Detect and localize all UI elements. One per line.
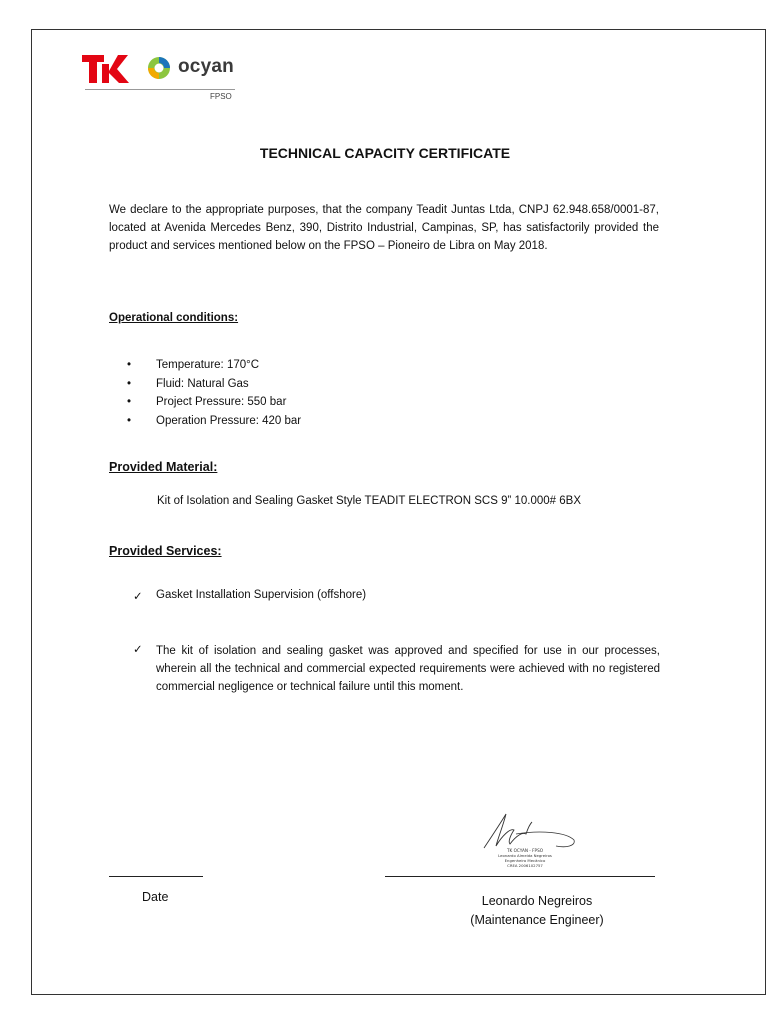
document-page — [31, 29, 766, 995]
intro-paragraph: We declare to the appropriate purposes, that the company Teadit Juntas Ltda, CNPJ 62.948.658/0001-87, located at Avenida Mercedes Benz, 390, Distrito Industrial, Campinas, SP, has satisfactorily provided the product and services mentioned below on the FPSO – Pioneiro de Libra on May 2018. — [109, 204, 659, 252]
list-item: • Operation Pressure: 420 bar — [127, 414, 302, 427]
tk-logo — [82, 55, 130, 83]
list-item: • Project Pressure: 550 bar — [127, 396, 287, 408]
services-heading: Provided Services: — [109, 544, 222, 558]
stamp-line: CREA 2006102757 — [507, 863, 543, 868]
list-item: • Fluid: Natural Gas — [127, 377, 249, 390]
logo-divider — [85, 89, 235, 90]
list-item: • Temperature: 170°C — [127, 359, 260, 371]
checkmark-icon: ✓ — [133, 644, 143, 656]
ocyan-logo-icon — [146, 55, 172, 81]
operational-heading: Operational conditions: — [109, 312, 239, 324]
service-item: The kit of isolation and sealing gasket was approved and specified for use in our processes, wherein all the technical and commercial expected requirements were achieved with no registered commercial negligence or technical failure until this moment. — [156, 645, 660, 693]
stamp-line: Engenheiro Mecânico — [504, 858, 546, 863]
signature-stamp — [470, 806, 580, 872]
material-heading: Provided Material: — [109, 460, 218, 474]
stamp-line: TK OCYAN - FPSO — [506, 848, 544, 853]
checkmark-icon: ✓ — [133, 591, 143, 603]
header-logos — [82, 52, 237, 104]
date-label: Date — [142, 890, 169, 904]
signer-name: Leonardo Negreiros — [481, 894, 593, 908]
signature-line — [385, 876, 655, 877]
signer-role: (Maintenance Engineer) — [470, 913, 604, 927]
service-item: ✓ Gasket Installation Supervision (offshore) — [133, 589, 367, 603]
stamp-line: Leonardo Almeida Negreiros — [498, 853, 552, 858]
signer-block — [420, 892, 654, 930]
material-text: Kit of Isolation and Sealing Gasket Style TEADIT ELECTRON SCS 9” 10.000# 6BX — [157, 495, 582, 507]
document-title: TECHNICAL CAPACITY CERTIFICATE — [259, 145, 511, 161]
ocyan-wordmark: ocyan — [178, 56, 234, 77]
fpso-label: FPSO — [210, 92, 232, 101]
date-line — [109, 876, 203, 877]
operational-list — [127, 356, 301, 430]
